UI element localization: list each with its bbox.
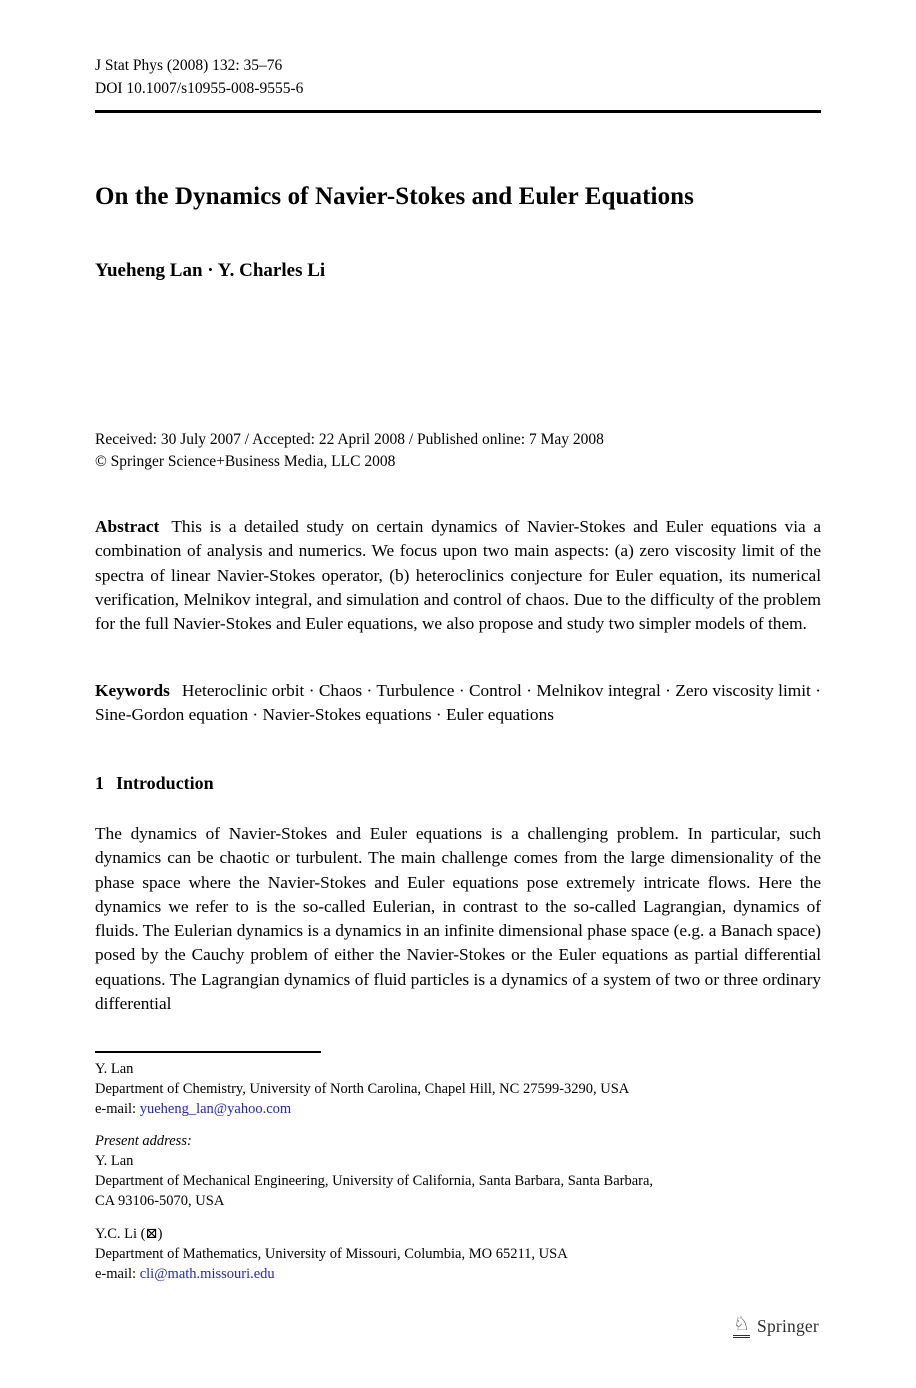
springer-horse-icon: ♘ <box>733 1315 750 1338</box>
section-1-title: Introduction <box>116 773 214 793</box>
publication-history <box>95 429 821 472</box>
received-accepted-line: Received: 30 July 2007 / Accepted: 22 April 2008 / Published online: 7 May 2008 <box>95 431 604 448</box>
email-link-cli[interactable]: cli@math.missouri.edu <box>139 1266 275 1282</box>
present-address-name: Y. Lan <box>95 1153 134 1169</box>
header-rule <box>95 110 821 113</box>
present-address-label: Present address: <box>95 1133 192 1149</box>
email-link-yueheng-lan[interactable]: yueheng_lan@yahoo.com <box>139 1101 292 1117</box>
email-label: e-mail: <box>95 1266 137 1282</box>
footnote-2-name: Y.C. Li (⊠) <box>95 1226 163 1242</box>
introduction-paragraph: The dynamics of Navier-Stokes and Euler equations is a challenging problem. In particular, such dynamics can be chaotic or turbulent. The main challenge comes from the large dimensionality of the phase space where the Navier-Stokes and Euler equations pose extremely intricate flows. Here the dynamics we refer to is the so-called Eulerian, in contrast to the so-called Lagrangian, dynamics of fluids. The Eulerian dynamics is a dynamics in an infinite dimensional phase space (e.g. a Banach space) posed by the Cauchy problem of either the Navier-Stokes or the Euler equations as partial differential equations. The Lagrangian dynamics of fluid particles is a dynamics of a system of two or three ordinary differential <box>95 824 821 1014</box>
keywords-text: Heteroclinic orbit · Chaos · Turbulence · Control · Melnikov integral · Zero viscosity limit · Sine-Gordon equation · Navier-Stokes equations · Euler equations <box>95 681 821 725</box>
journal-header <box>95 55 821 100</box>
abstract-text: This is a detailed study on certain dynamics of Navier-Stokes and Euler equations via a combination of analysis and numerics. We focus upon two main aspects: (a) zero viscosity limit of the spectra of linear Navier-Stokes operator, (b) heteroclinics conjecture for Euler equation, its numerical verification, Melnikov integral, and simulation and control of chaos. Due to the difficulty of the problem for the full Navier-Stokes and Euler equations, we also propose and study two simpler models of them. <box>95 517 821 634</box>
doi-line: DOI 10.1007/s10955-008-9555-6 <box>95 79 304 97</box>
springer-logo <box>733 1315 819 1338</box>
footnote-author-2 <box>95 1224 821 1284</box>
footnote-present-address <box>95 1131 821 1211</box>
keywords-label: Keywords <box>95 681 170 700</box>
journal-reference: J Stat Phys (2008) 132: 35–76 <box>95 57 283 74</box>
authors-line: Yueheng Lan · Y. Charles Li <box>95 260 326 281</box>
footnote-2-affiliation: Department of Mathematics, University of Missouri, Columbia, MO 65211, USA <box>95 1246 568 1262</box>
section-1-number: 1 <box>95 773 104 793</box>
present-address-affiliation-line2: CA 93106-5070, USA <box>95 1193 225 1209</box>
section-1-heading <box>95 773 821 794</box>
footnote-1-email-line <box>95 1099 821 1119</box>
abstract-paragraph <box>95 515 821 636</box>
paper-title: On the Dynamics of Navier-Stokes and Euler Equations <box>95 183 695 210</box>
keywords-paragraph <box>95 679 821 728</box>
footnote-1-name: Y. Lan <box>95 1061 134 1077</box>
footnote-1-affiliation: Department of Chemistry, University of North Carolina, Chapel Hill, NC 27599-3290, USA <box>95 1081 630 1097</box>
footnote-rule <box>95 1051 321 1053</box>
footnote-author-1 <box>95 1059 821 1119</box>
copyright-line: © Springer Science+Business Media, LLC 2008 <box>95 452 396 470</box>
springer-logo-text: Springer <box>757 1316 819 1336</box>
present-address-affiliation-line1: Department of Mechanical Engineering, University of California, Santa Barbara, Santa Barbara, <box>95 1173 654 1189</box>
footnote-2-email-line <box>95 1264 821 1284</box>
email-label: e-mail: <box>95 1101 137 1117</box>
abstract-label: Abstract <box>95 517 160 536</box>
